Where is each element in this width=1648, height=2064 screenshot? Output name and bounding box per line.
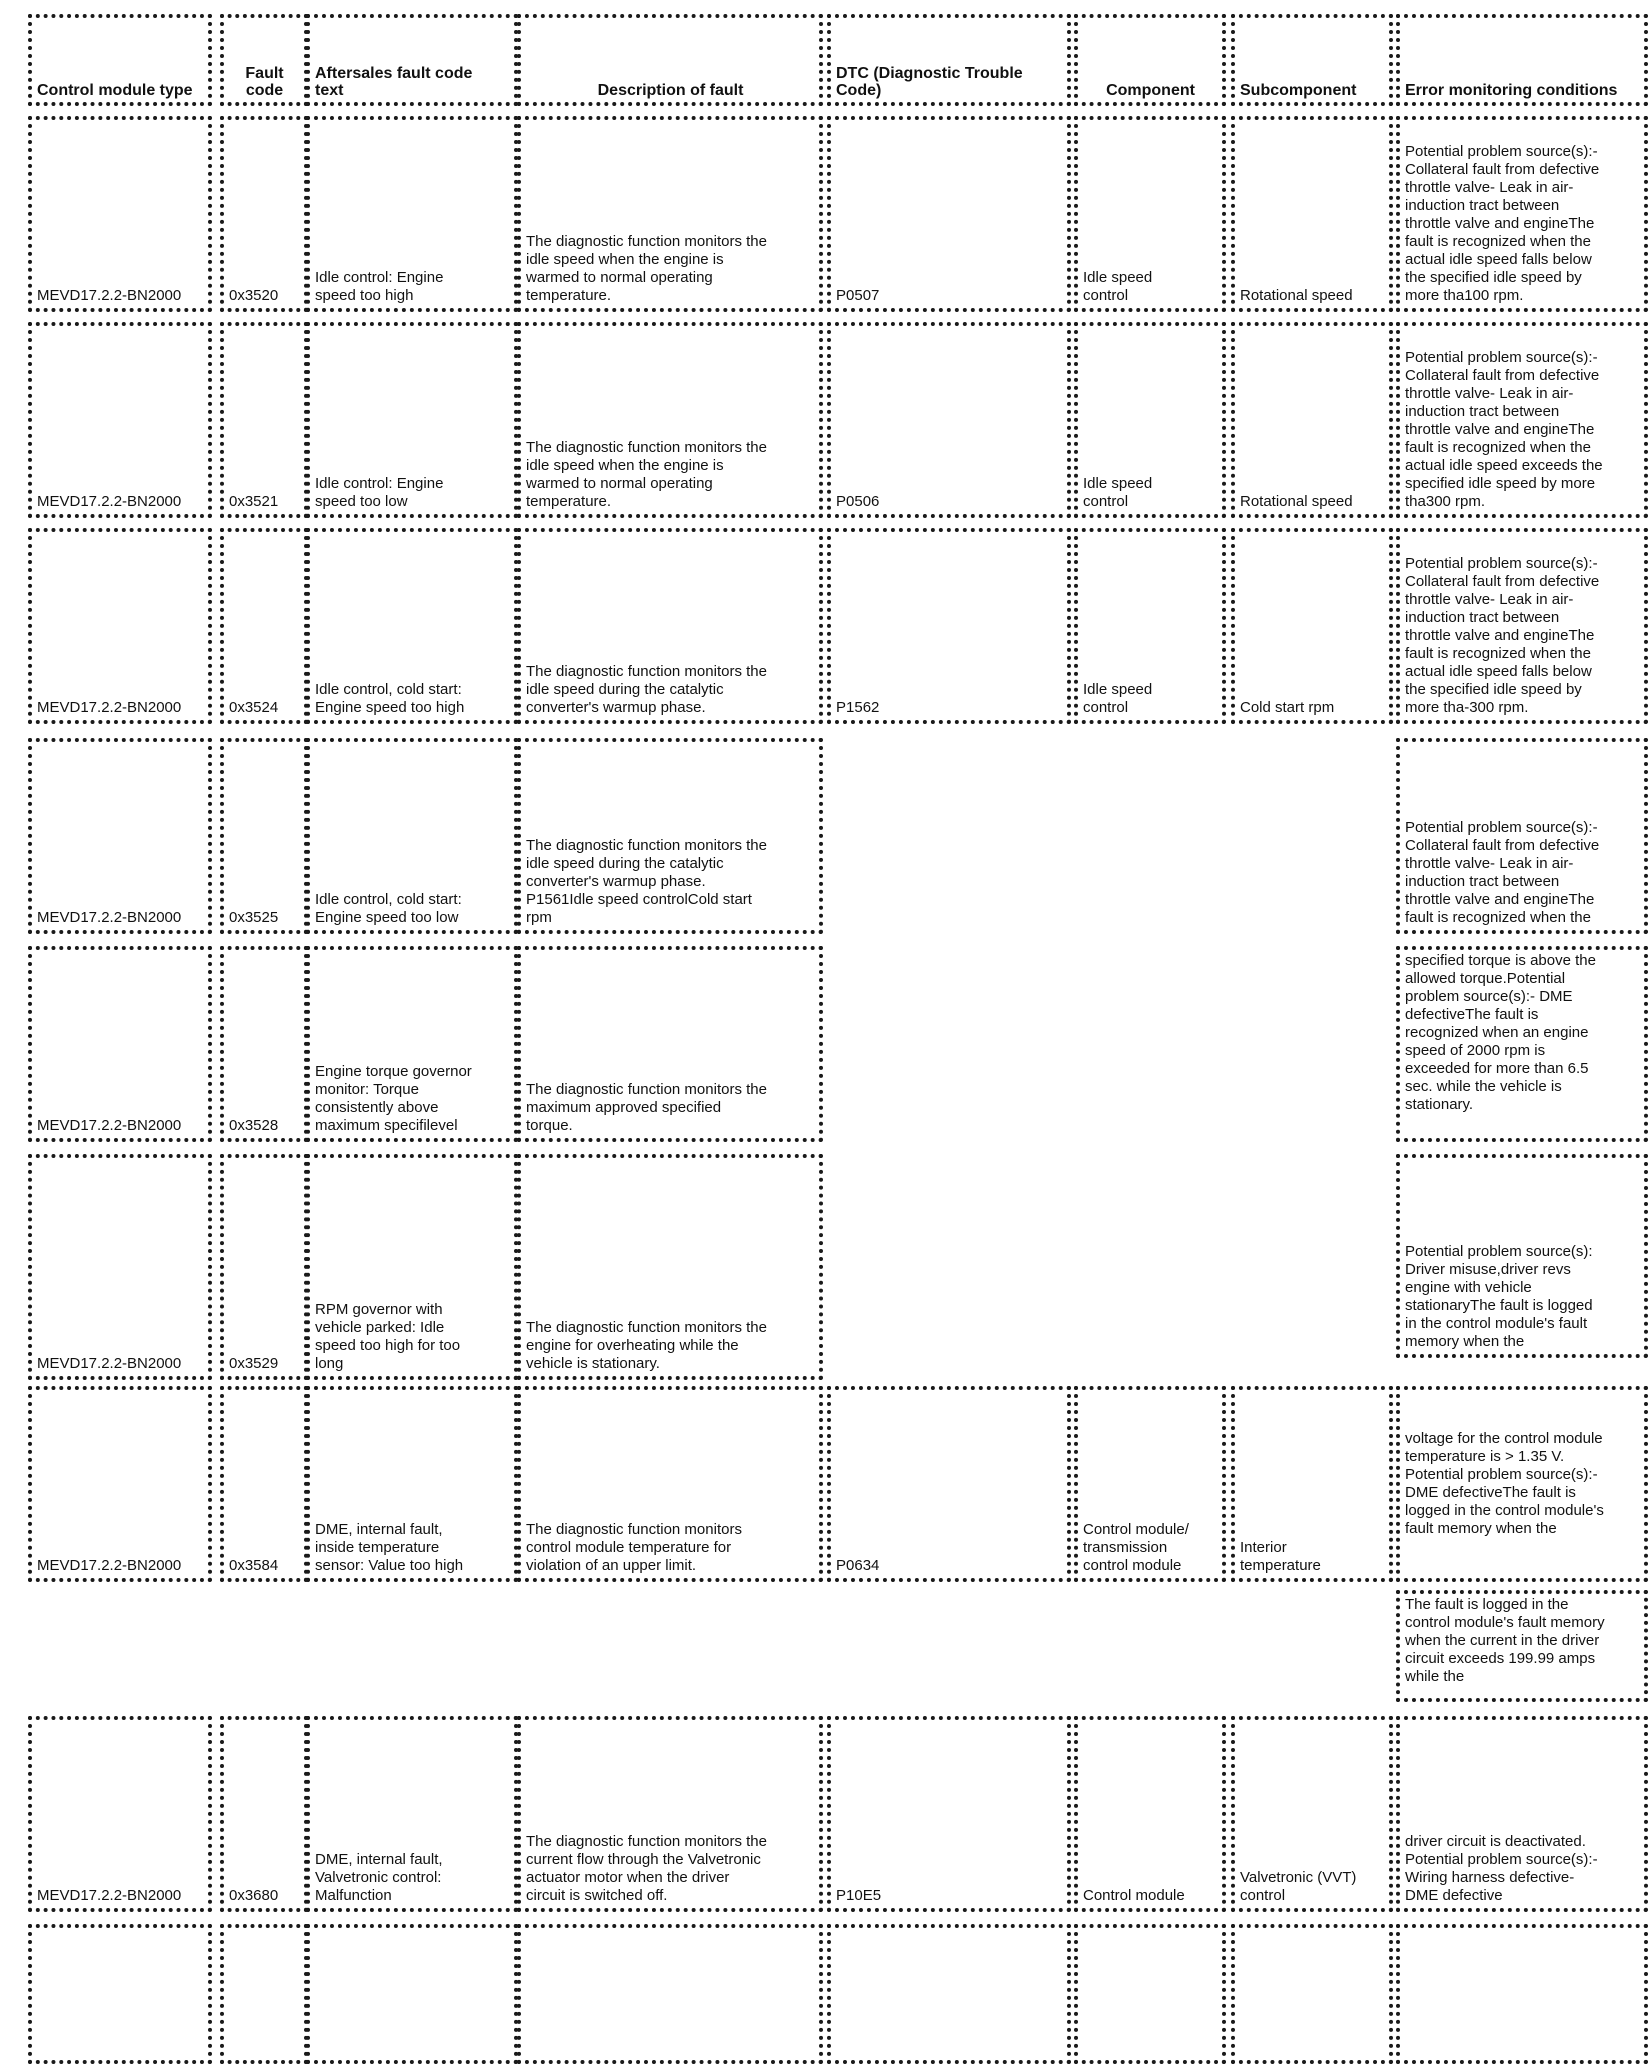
cell-text: Potential problem source(s): Driver misuse,driver revs engine with vehicle stationaryThe fault is logged in the control module's fault memory when the <box>1405 1243 1593 1350</box>
cell-dtc <box>827 116 1071 312</box>
cell-text: DME, internal fault, Valvetronic control: Malfunction <box>315 1851 443 1904</box>
cell-component <box>1074 1716 1226 1912</box>
cell-component <box>1074 528 1226 724</box>
cell-dtc <box>827 1386 1071 1582</box>
cell-dtc <box>827 1716 1071 1912</box>
cell-empty <box>306 1924 518 2064</box>
cell-aftersales-text <box>306 1716 518 1912</box>
cell-text: 0x3520 <box>229 287 279 304</box>
cell-control-module-type <box>28 1154 212 1380</box>
cell-aftersales-text <box>306 322 518 518</box>
cell-text: Idle control, cold start: Engine speed too high <box>315 681 465 716</box>
header-component <box>1074 14 1226 106</box>
cell-fault-code <box>220 1386 308 1582</box>
cell-text: MEVD17.2.2-BN2000 <box>37 1117 182 1134</box>
cell-text: P0634 <box>836 1557 880 1574</box>
cell-empty <box>1231 1924 1393 2064</box>
cell-subcomponent <box>1231 116 1393 312</box>
cell-description <box>517 322 823 518</box>
cell-component <box>1074 1386 1226 1582</box>
cell-text: P0506 <box>836 493 880 510</box>
cell-text: The diagnostic function monitors the maximum approved specified torque. <box>526 1081 767 1134</box>
cell-text: The diagnostic function monitors the idle speed during the catalytic converter's warmup phase. <box>526 663 767 716</box>
cell-text: The fault is logged in the control module's fault memory when the current in the driver circuit exceeds 199.99 amps while the <box>1405 1596 1605 1685</box>
cell-text: Idle control, cold start: Engine speed too low <box>315 891 462 926</box>
cell-text: Potential problem source(s):- Collateral fault from defective throttle valve- Leak in air- induction tract between throttle valve and engineThe fault is recognized when the actual idle speed falls below the specified idle speed by more tha100 rpm. <box>1405 143 1600 304</box>
header-aftersales-text <box>306 14 518 106</box>
cell-text: Potential problem source(s):- Collateral fault from defective throttle valve- Leak in air- induction tract between throttle valve and engineThe fault is recognized when the <box>1405 819 1600 926</box>
cell-text: Cold start rpm <box>1240 699 1335 716</box>
header-subcomponent <box>1231 14 1393 106</box>
cell-aftersales-text <box>306 738 518 934</box>
cell-aftersales-text <box>306 1154 518 1380</box>
cell-control-module-type <box>28 738 212 934</box>
cell-text: 0x3521 <box>229 493 279 510</box>
cell-error-monitoring <box>1396 946 1648 1142</box>
header-label: DTC (Diagnostic Trouble Code) <box>836 65 1023 99</box>
cell-text: Valvetronic (VVT) control <box>1240 1869 1357 1904</box>
cell-component <box>1074 116 1226 312</box>
cell-error-monitoring <box>1396 1386 1648 1582</box>
cell-text: Rotational speed <box>1240 493 1353 510</box>
cell-text: MEVD17.2.2-BN2000 <box>37 1355 182 1372</box>
cell-dtc <box>827 322 1071 518</box>
cell-text: The diagnostic function monitors the idle speed when the engine is warmed to normal operating temperature. <box>526 439 767 510</box>
cell-aftersales-text <box>306 528 518 724</box>
cell-empty <box>517 1924 823 2064</box>
cell-fault-code <box>220 738 308 934</box>
cell-text: 0x3528 <box>229 1117 279 1134</box>
cell-text: MEVD17.2.2-BN2000 <box>37 1887 182 1904</box>
cell-description <box>517 1716 823 1912</box>
cell-text: Idle control: Engine speed too low <box>315 475 444 510</box>
cell-text: 0x3524 <box>229 699 279 716</box>
cell-error-monitoring <box>1396 528 1648 724</box>
cell-fault-code <box>220 322 308 518</box>
header-error-monitoring <box>1396 14 1648 106</box>
header-label: Description of fault <box>597 82 744 99</box>
cell-text: Idle speed control <box>1083 681 1153 716</box>
cell-text: P1562 <box>836 699 880 716</box>
cell-fault-code <box>220 528 308 724</box>
header-label: Fault code <box>245 65 284 99</box>
cell-text: MEVD17.2.2-BN2000 <box>37 909 182 926</box>
cell-fault-code <box>220 1716 308 1912</box>
cell-text: specified torque is above the allowed torque.Potential problem source(s):- DME defectiveThe fault is recognized when an engine speed of 2000 rpm is exceeded for more than 6.5 sec. while the vehicle is stationary. <box>1405 952 1596 1113</box>
cell-error-monitoring <box>1396 322 1648 518</box>
cell-fault-code <box>220 1154 308 1380</box>
header-fault-code <box>220 14 308 106</box>
cell-aftersales-text <box>306 1386 518 1582</box>
cell-control-module-type <box>28 946 212 1142</box>
cell-fault-code <box>220 116 308 312</box>
cell-control-module-type <box>28 528 212 724</box>
cell-text: Idle speed control <box>1083 269 1153 304</box>
cell-control-module-type <box>28 1386 212 1582</box>
cell-empty <box>827 1924 1071 2064</box>
cell-description <box>517 946 823 1142</box>
cell-control-module-type <box>28 322 212 518</box>
cell-text: 0x3529 <box>229 1355 279 1372</box>
cell-dtc <box>827 528 1071 724</box>
cell-text: 0x3525 <box>229 909 279 926</box>
cell-control-module-type <box>28 1716 212 1912</box>
cell-subcomponent <box>1231 528 1393 724</box>
cell-text: Idle control: Engine speed too high <box>315 269 444 304</box>
cell-text: The diagnostic function monitors the idle speed when the engine is warmed to normal operating temperature. <box>526 233 767 304</box>
cell-error-monitoring <box>1396 1716 1648 1912</box>
cell-text: MEVD17.2.2-BN2000 <box>37 699 182 716</box>
header-label: Subcomponent <box>1240 82 1357 99</box>
cell-text: RPM governor with vehicle parked: Idle speed too high for too long <box>315 1301 461 1372</box>
cell-text: voltage for the control module temperature is > 1.35 V. Potential problem source(s):- DME defectiveThe fault is logged in the control module's fault memory when the <box>1405 1429 1604 1537</box>
cell-text: P0507 <box>836 287 880 304</box>
cell-text: MEVD17.2.2-BN2000 <box>37 287 182 304</box>
cell-error-monitoring <box>1396 1154 1648 1358</box>
cell-text: The diagnostic function monitors the idle speed during the catalytic converter's warmup phase. P1561Idle speed controlCold start rpm <box>526 837 767 926</box>
cell-description <box>517 738 823 934</box>
header-label: Component <box>1106 82 1195 99</box>
cell-aftersales-text <box>306 946 518 1142</box>
cell-text: The diagnostic function monitors the engine for overheating while the vehicle is stationary. <box>526 1319 767 1372</box>
cell-text: 0x3680 <box>229 1887 279 1904</box>
cell-text: DME, internal fault, inside temperature sensor: Value too high <box>315 1521 464 1574</box>
cell-text: Potential problem source(s):- Collateral fault from defective throttle valve- Leak in air- induction tract between throttle valve and engineThe fault is recognized when the actual idle speed exceeds the specified idle speed by more tha300 rpm. <box>1405 349 1603 510</box>
cell-text: 0x3584 <box>229 1557 279 1574</box>
cell-subcomponent <box>1231 322 1393 518</box>
cell-description <box>517 1386 823 1582</box>
cell-empty <box>1396 1924 1648 2064</box>
cell-text: Control module/ transmission control module <box>1083 1521 1189 1574</box>
cell-error-monitoring <box>1396 1590 1648 1702</box>
header-dtc <box>827 14 1071 106</box>
cell-text: Idle speed control <box>1083 475 1153 510</box>
cell-subcomponent <box>1231 1386 1393 1582</box>
cell-description <box>517 528 823 724</box>
cell-description <box>517 1154 823 1380</box>
cell-empty <box>1074 1924 1226 2064</box>
cell-aftersales-text <box>306 116 518 312</box>
cell-text: P10E5 <box>836 1887 882 1904</box>
cell-empty <box>220 1924 308 2064</box>
cell-text: Control module <box>1083 1887 1185 1904</box>
cell-component <box>1074 322 1226 518</box>
cell-text: MEVD17.2.2-BN2000 <box>37 1557 182 1574</box>
cell-error-monitoring <box>1396 738 1648 934</box>
header-control-module-type <box>28 14 212 106</box>
cell-control-module-type <box>28 116 212 312</box>
cell-description <box>517 116 823 312</box>
cell-subcomponent <box>1231 1716 1393 1912</box>
cell-error-monitoring <box>1396 116 1648 312</box>
cell-empty <box>28 1924 212 2064</box>
cell-text: Potential problem source(s):- Collateral fault from defective throttle valve- Leak in air- induction tract between throttle valve and engineThe fault is recognized when the actual idle speed falls below the specified idle speed by more tha-300 rpm. <box>1405 555 1600 716</box>
cell-text: Engine torque governor monitor: Torque consistently above maximum specifilevel <box>315 1063 472 1134</box>
cell-text: MEVD17.2.2-BN2000 <box>37 493 182 510</box>
header-label: Error monitoring conditions <box>1405 82 1618 99</box>
cell-fault-code <box>220 946 308 1142</box>
cell-text: Rotational speed <box>1240 287 1353 304</box>
header-label: Control module type <box>37 82 193 99</box>
cell-text: The diagnostic function monitors control module temperature for violation of an upper limit. <box>526 1521 742 1574</box>
header-label: Aftersales fault code text <box>315 65 473 99</box>
cell-text: Interior temperature <box>1240 1539 1321 1574</box>
cell-text: The diagnostic function monitors the current flow through the Valvetronic actuator motor when the driver circuit is switched off. <box>526 1833 767 1904</box>
header-description <box>517 14 823 106</box>
cell-text: driver circuit is deactivated. Potential problem source(s):- Wiring harness defective- DME defective <box>1405 1833 1598 1904</box>
